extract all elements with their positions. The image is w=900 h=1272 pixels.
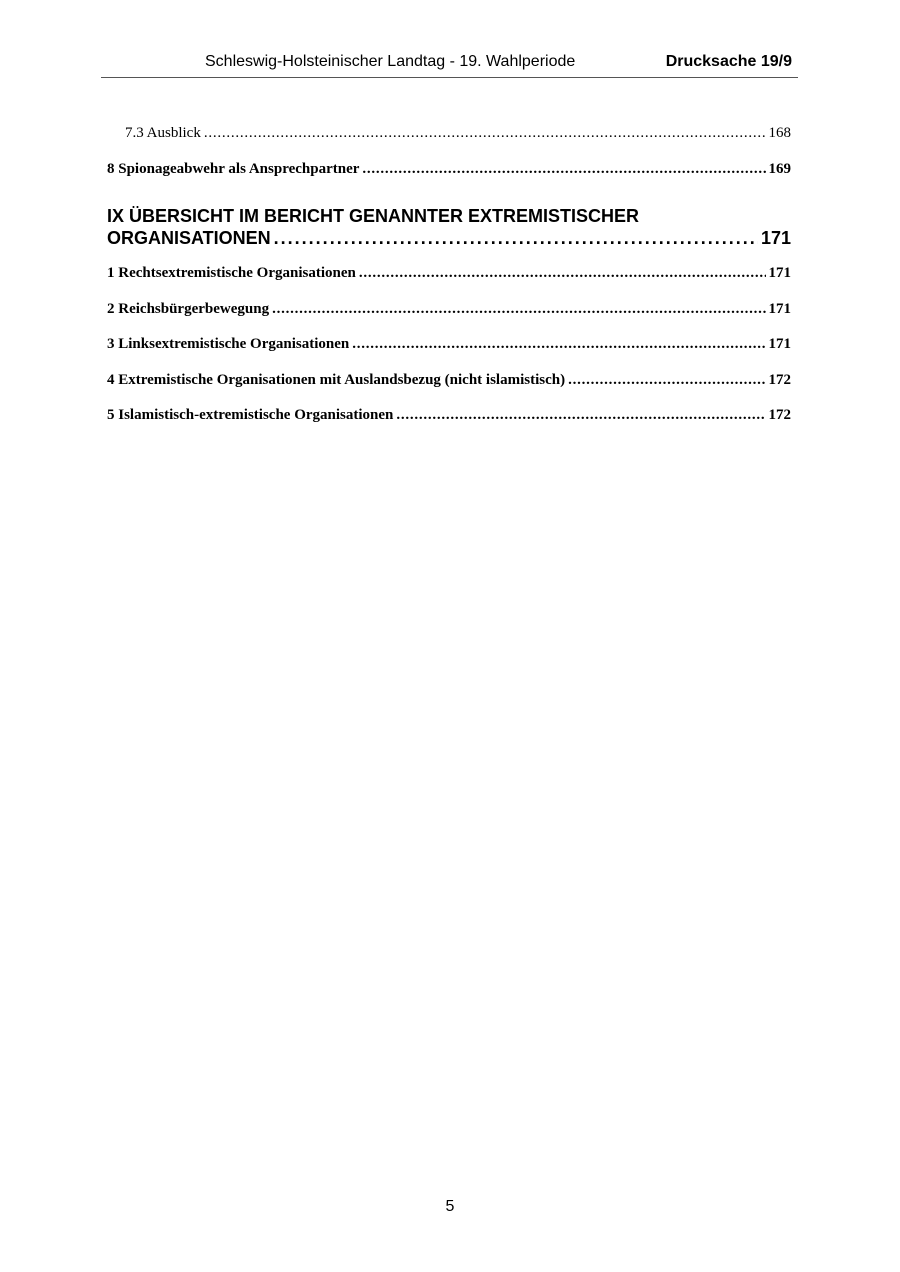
toc-entry-reichsbuerger[interactable] <box>107 301 791 323</box>
toc-entry-spionageabwehr[interactable] <box>107 161 791 183</box>
dot-leader <box>568 372 765 389</box>
toc-entry-page: 172 <box>768 407 791 423</box>
toc-entry-page: 172 <box>768 372 791 388</box>
toc-chapter-heading[interactable] <box>107 205 791 249</box>
toc-entry-page: 171 <box>768 301 791 317</box>
dot-leader <box>352 336 765 353</box>
toc-entry-label: 2 Reichsbürgerbewegung <box>107 301 270 317</box>
chapter-title-line2: ORGANISATIONEN <box>107 228 271 248</box>
toc-entry-rechtsextremistische[interactable] <box>107 265 791 287</box>
header-title: Schleswig-Holsteinischer Landtag - 19. Wahlperiode <box>205 53 576 70</box>
toc-entry-auslandsbezug[interactable] <box>107 372 791 394</box>
dot-leader <box>359 265 766 282</box>
toc-entry-label: 8 Spionageabwehr als Ansprechpartner <box>107 161 360 177</box>
dot-leader <box>272 301 765 318</box>
toc-entry-linksextremistische[interactable] <box>107 336 791 358</box>
toc-entry-label: 1 Rechtsextremistische Organisationen <box>107 265 356 281</box>
document-number: Drucksache 19/9 <box>665 53 792 70</box>
toc-entry-label: 3 Linksextremistische Organisationen <box>107 336 350 352</box>
page-header <box>101 52 798 78</box>
toc-entry-label: 4 Extremistische Organisationen mit Auslandsbezug (nicht islamistisch) <box>107 372 566 388</box>
page-number: 5 <box>445 1198 455 1215</box>
dot-leader <box>204 125 766 142</box>
dot-leader <box>362 161 765 178</box>
chapter-page: 171 <box>760 228 791 248</box>
toc-entry-page: 168 <box>768 125 791 141</box>
toc-entry-label: 7.3 Ausblick <box>125 125 201 141</box>
toc-entry-page: 171 <box>768 265 791 281</box>
toc-entry-page: 169 <box>768 161 791 177</box>
toc-entry-label: 5 Islamistisch-extremistische Organisationen <box>107 407 394 423</box>
toc-entry-islamistisch[interactable] <box>107 407 791 429</box>
toc-entry-page: 171 <box>768 336 791 352</box>
chapter-title-line2-row <box>107 227 791 249</box>
toc-entry-ausblick[interactable] <box>107 125 791 147</box>
dot-leader <box>396 407 765 424</box>
chapter-title-line1: IX ÜBERSICHT IM BERICHT GENANNTER EXTREMISTISCHER <box>107 206 640 226</box>
dot-leader <box>274 227 758 249</box>
